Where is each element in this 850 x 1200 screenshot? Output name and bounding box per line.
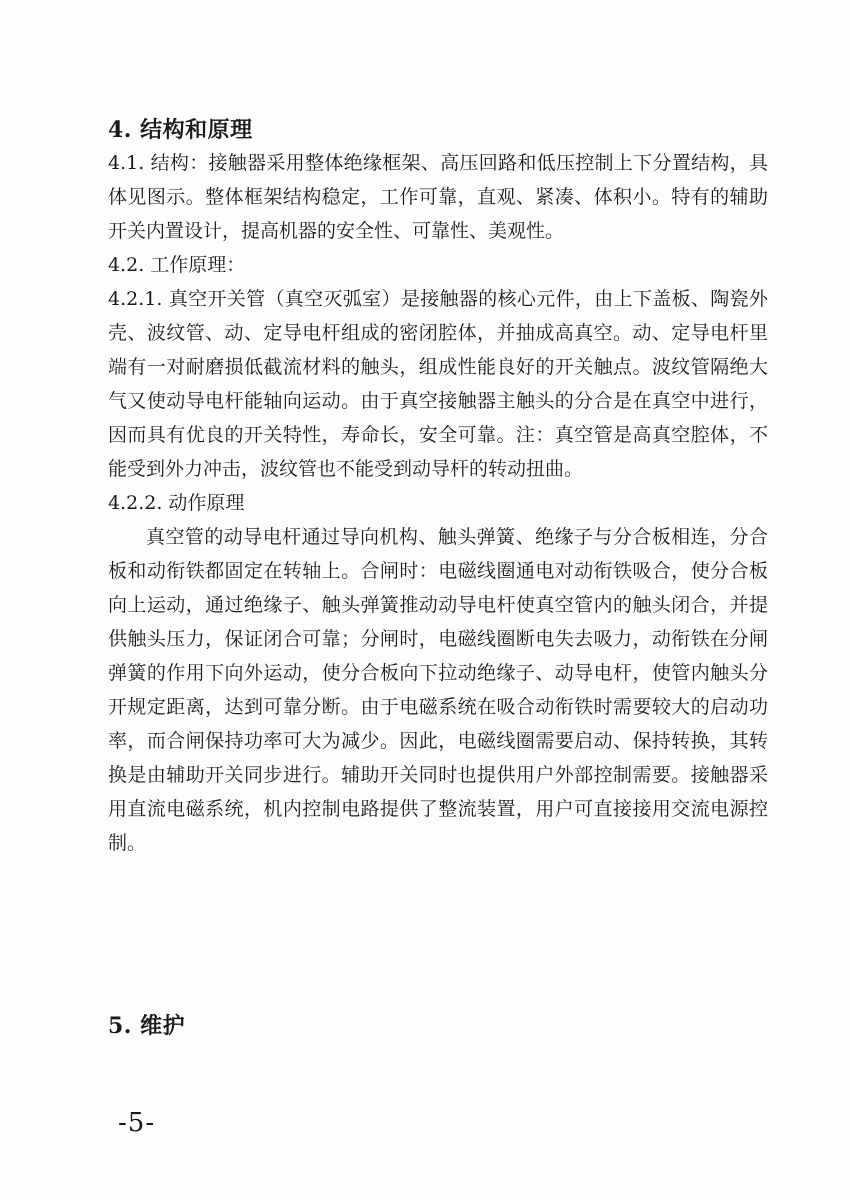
paragraph-4-2: 4.2. 工作原理： <box>108 254 246 276</box>
section-4 <box>108 114 768 860</box>
page-number: -5- <box>118 1108 156 1138</box>
section-4-title: 4. 结构和原理 <box>108 117 253 143</box>
paragraph-4-1: 4.1. 结构：接触器采用整体绝缘框架、高压回路和低压控制上下分置结构，具体见图示。整体框架结构稳定，工作可靠，直观、紧凑、体积小。特有的辅助开关内置设计，提高机器的安全性、可靠性、美观性。 <box>108 152 768 242</box>
paragraph-4-2-1: 4.2.1. 真空开关管（真空灭弧室）是接触器的核心元件，由上下盖板、陶瓷外壳、波纹管、动、定导电杆组成的密闭腔体，并抽成高真空。动、定导电杆里端有一对耐磨损低截流材料的触头，组成性能良好的开关触点。波纹管隔绝大气又使动导电杆能轴向运动。由于真空接触器主触头的分合是在真空中进行，因而具有优良的开关特性，寿命长，安全可靠。注：真空管是高真空腔体，不能受到外力冲击，波纹管也不能受到动导杆的转动扭曲。 <box>108 288 768 480</box>
heading-4-2-2: 4.2.2. 动作原理 <box>108 492 245 514</box>
paragraph-4-2-2: 真空管的动导电杆通过导向机构、触头弹簧、绝缘子与分合板相连，分合板和动衔铁都固定在转轴上。合闸时：电磁线圈通电对动衔铁吸合，使分合板向上运动，通过绝缘子、触头弹簧推动动导电杆使真空管内的触头闭合，并提供触头压力，保证闭合可靠；分闸时，电磁线圈断电失去吸力，动衔铁在分闸弹簧的作用下向外运动，使分合板向下拉动绝缘子、动导电杆，使管内触头分开规定距离，达到可靠分断。由于电磁系统在吸合动衔铁时需要较大的启动功率，而合闸保持功率可大为减少。因此，电磁线圈需要启动、保持转换，其转换是由辅助开关同步进行。辅助开关同时也提供用户外部控制需要。接触器采用直流电磁系统，机内控制电路提供了整流装置，用户可直接接用交流电源控制。 <box>108 526 768 854</box>
section-5-title: 5. 维护 <box>108 1013 186 1039</box>
